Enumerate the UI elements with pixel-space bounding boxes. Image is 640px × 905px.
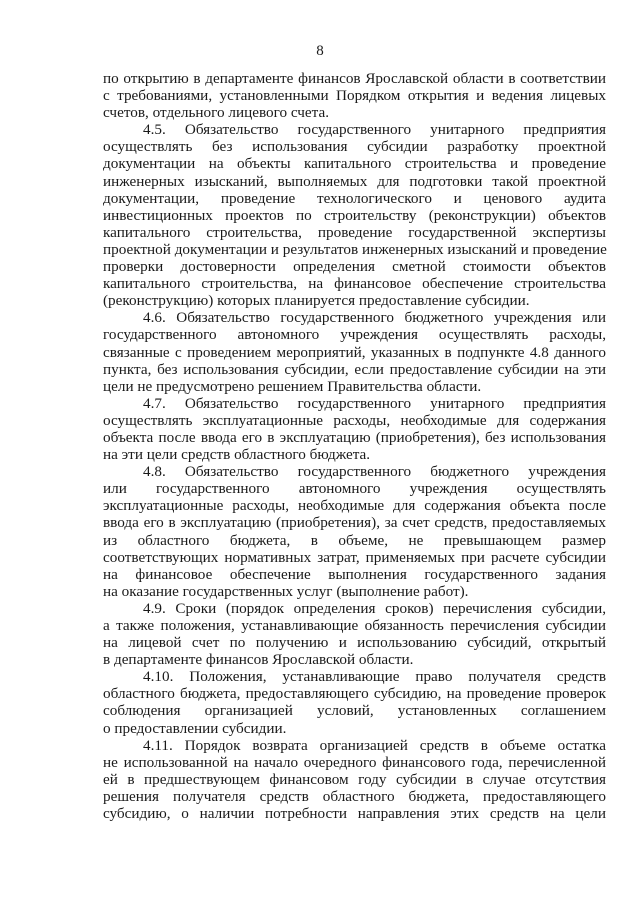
text-line: на финансовое обеспечение выполнения государственного задания [103, 565, 606, 583]
paragraph-p4-5 [103, 121, 606, 309]
text-line: в департаменте финансов Ярославской области. [103, 651, 414, 669]
text-line: капитального строительства, проведение государственной экспертизы [103, 223, 606, 241]
paragraph-p4-9 [103, 600, 606, 668]
text-line: ей в предшествующем финансовом году субсидии в случае отсутствия [103, 770, 606, 788]
text-line: на эти цели средств областного бюджета. [103, 446, 371, 464]
paragraph-p4-11 [103, 737, 606, 822]
text-line: о предоставлении субсидии. [103, 719, 287, 737]
text-line: 4.11. Порядок возврата организацией средств в объеме остатка [143, 736, 606, 754]
text-line: (реконструкцию) которых планируется предоставление субсидии. [103, 292, 530, 310]
text-line: решения получателя средств областного бюджета, предоставляющего [103, 787, 606, 805]
text-line: капитального строительства, на финансовое обеспечение строительства [103, 275, 606, 293]
text-line: соблюдения организацией условий, установленных соглашением [103, 702, 606, 720]
text-line: не использованной на начало очередного финансового года, перечисленной [103, 753, 606, 771]
text-line: инвестиционных проектов по строительству (реконструкции) объектов [103, 206, 606, 224]
text-line: проверки достоверности определения сметной стоимости объектов [103, 258, 606, 276]
text-line: пункта, без использования субсидии, если предоставление субсидии на эти [103, 360, 606, 378]
text-line: на оказание государственных услуг (выполнение работ). [103, 582, 469, 600]
text-line: счетов, отдельного лицевого счета. [103, 104, 330, 122]
text-line: из областного бюджета, в объеме, не превышающем размер [103, 531, 606, 549]
text-line: цели не предусмотрено решением Правительства области. [103, 377, 482, 395]
text-line: объекта после ввода его в эксплуатацию (приобретения), без использования [103, 428, 606, 446]
text-line: инженерных изысканий, выполняемых для подготовки такой проектной [103, 172, 606, 190]
text-line: связанные с проведением мероприятий, указанных в подпункте 4.8 данного [103, 343, 606, 361]
text-line: а также положения, устанавливающие обязанность перечисления субсидии [103, 617, 606, 634]
text-line: или государственного автономного учреждения осуществлять [103, 480, 606, 498]
document-body [103, 70, 606, 822]
text-line: 4.6. Обязательство государственного бюджетного учреждения или [143, 309, 606, 327]
text-line: эксплуатационные расходы, необходимые для содержания объекта после [103, 497, 606, 515]
text-line: документации, проведение технологического и ценового аудита [103, 189, 606, 207]
text-line: осуществлять без использования субсидии разработку проектной [103, 138, 606, 156]
text-line: соответствующих нормативных затрат, применяемых при расчете субсидии [103, 548, 606, 566]
paragraph-p4-8 [103, 463, 606, 600]
text-line: 4.9. Сроки (порядок определения сроков) перечисления субсидии, [143, 599, 606, 617]
text-line: ввода его в эксплуатацию (приобретения), за счет средств, предоставляемых [103, 514, 606, 532]
paragraph-p4-7 [103, 395, 606, 463]
text-line: осуществлять эксплуатационные расходы, необходимые для содержания [103, 411, 606, 429]
text-line: по открытию в департаменте финансов Ярославской области в соответствии [103, 70, 606, 87]
text-line: с требованиями, установленными Порядком открытия и ведения лицевых [103, 87, 606, 105]
text-line: документации на объекты капитального строительства и проведение [103, 155, 606, 173]
text-line: областного бюджета, предоставляющего субсидию, на проведение проверок [103, 685, 606, 703]
text-line: государственного автономного учреждения осуществлять расходы, [103, 326, 606, 344]
paragraph-p4-6 [103, 309, 606, 394]
paragraph-p4-10 [103, 668, 606, 736]
text-line: 4.5. Обязательство государственного унитарного предприятия [143, 121, 606, 139]
text-line: субсидию, о наличии потребности направления этих средств на цели [103, 805, 606, 823]
page-number: 8 [316, 43, 324, 59]
text-line: 4.10. Положения, устанавливающие право получателя средств [143, 668, 606, 686]
text-line: 4.7. Обязательство государственного унитарного предприятия [143, 394, 606, 412]
paragraph-cont [103, 70, 606, 121]
text-line: проектной документации и результатов инженерных изысканий и проведение [103, 240, 607, 258]
text-line: 4.8. Обязательство государственного бюджетного учреждения [143, 463, 606, 481]
text-line: на лицевой счет по получению и использованию субсидий, открытый [103, 634, 606, 652]
